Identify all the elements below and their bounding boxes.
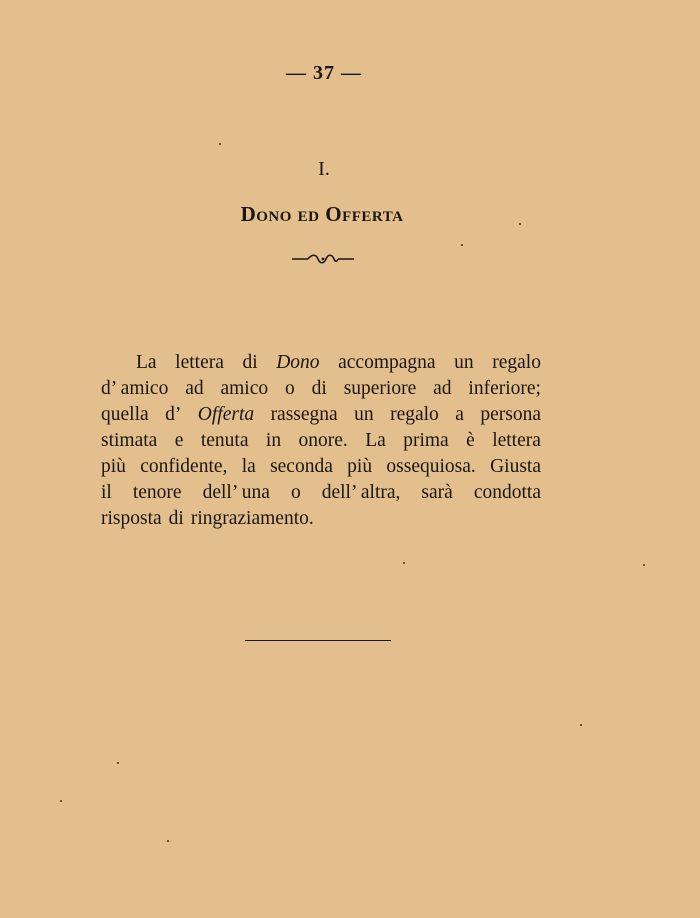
paper-speck: [580, 724, 582, 726]
word: amico: [220, 378, 269, 399]
word: un: [454, 352, 474, 373]
word-italic: Dono: [276, 352, 320, 373]
paper-speck: [643, 564, 645, 566]
paper-speck: [403, 562, 405, 564]
word: un: [354, 404, 374, 425]
word: accompagna: [338, 352, 436, 373]
word: La: [365, 430, 386, 451]
word: tenuta: [200, 430, 249, 451]
word: tenore: [132, 482, 182, 503]
ornament-divider: [290, 252, 356, 266]
word: ringraziamento.: [190, 508, 314, 529]
paper-speck: [60, 800, 62, 802]
text-line: [101, 454, 541, 480]
word: onore.: [298, 430, 348, 451]
page-number: — 37 —: [286, 62, 362, 84]
text-line: [101, 350, 541, 376]
word: dell’ una: [202, 482, 270, 503]
section-title: Dono ed Offerta: [240, 202, 404, 226]
word: prima: [403, 430, 449, 451]
word: risposta: [101, 508, 162, 529]
paper-speck: [519, 223, 521, 225]
word: regalo: [492, 352, 541, 373]
word: sarà: [421, 482, 453, 503]
word: ad: [433, 378, 452, 399]
word: la: [241, 456, 256, 477]
word: più: [101, 456, 126, 477]
word: persona: [480, 404, 541, 425]
word: quella: [101, 404, 149, 425]
word-italic: Offerta: [197, 404, 255, 425]
text-line: [101, 506, 541, 532]
paper-speck: [167, 840, 169, 842]
paper-speck: [219, 143, 221, 145]
word: di: [311, 378, 327, 399]
word: d’ amico: [101, 378, 169, 399]
paragraph: [101, 350, 541, 532]
word: La: [136, 352, 157, 373]
word: lettera: [175, 352, 224, 373]
word: inferiore;: [468, 378, 541, 399]
text-line: [101, 376, 541, 402]
text-line: [101, 480, 541, 506]
text-line: [101, 428, 541, 454]
word: ad: [185, 378, 204, 399]
end-rule: [245, 640, 391, 641]
word: a: [455, 404, 464, 425]
paper-speck: [461, 244, 463, 246]
word: d’: [165, 404, 182, 425]
section-number: I.: [318, 158, 330, 180]
word: più: [347, 456, 373, 477]
word: il: [101, 482, 112, 503]
paper-speck: [117, 762, 119, 764]
word: rassegna: [270, 404, 338, 425]
word: stimata: [101, 430, 158, 451]
word: in: [265, 430, 282, 451]
word: o: [290, 482, 301, 503]
word: lettera: [492, 430, 541, 451]
word: di: [242, 352, 258, 373]
word: regalo: [390, 404, 439, 425]
word: Giusta: [490, 456, 541, 477]
word: o: [285, 378, 295, 399]
word: superiore: [343, 378, 417, 399]
word: e: [174, 430, 184, 451]
text-line: [101, 402, 541, 428]
word: ossequiosa.: [386, 456, 476, 477]
word: di: [168, 508, 184, 529]
word: seconda: [270, 456, 333, 477]
word: dell’ altra,: [321, 482, 401, 503]
word: condotta: [473, 482, 541, 503]
word: confidente,: [140, 456, 228, 477]
word: è: [466, 430, 475, 451]
